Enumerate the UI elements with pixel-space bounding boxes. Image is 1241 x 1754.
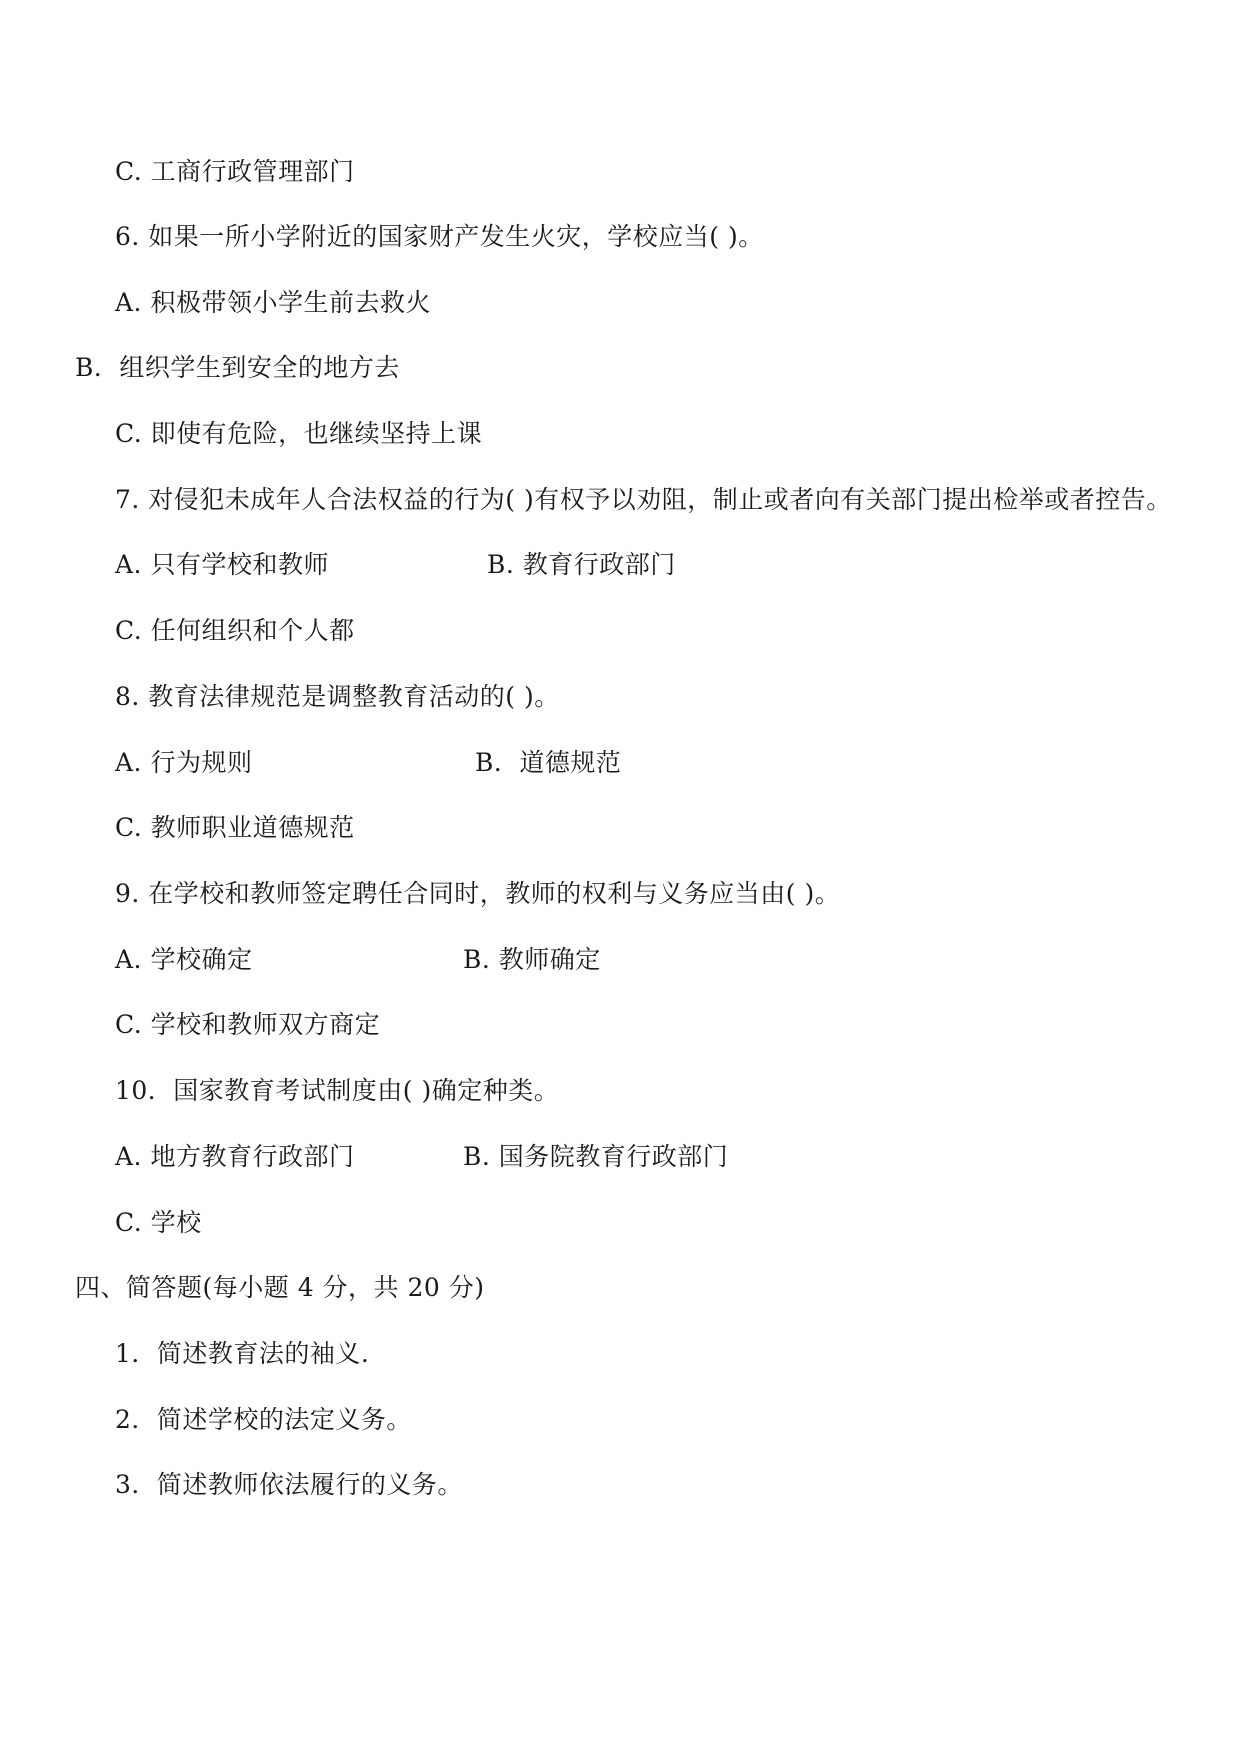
section-4-question-3: 3．简述教师依法履行的义务。: [115, 1470, 463, 1499]
question-9: 9. 在学校和教师签定聘任合同时，教师的权利与义务应当由( )。: [115, 879, 841, 908]
question-8-option-a: A. 行为规则: [115, 748, 253, 777]
question-9-option-a: A. 学校确定: [115, 945, 253, 974]
question-10: 10．国家教育考试制度由( )确定种类。: [115, 1076, 560, 1105]
question-9-option-b: B. 教师确定: [463, 945, 601, 974]
option-c: C. 工商行政管理部门: [115, 157, 355, 186]
section-4-heading: 四、简答题(每小题 4 分，共 20 分): [75, 1273, 485, 1302]
question-9-option-c: C. 学校和教师双方商定: [115, 1010, 381, 1039]
question-8-option-b: B．道德规范: [475, 748, 622, 777]
section-4-question-1: 1．简述教育法的袖义.: [115, 1339, 370, 1368]
question-6: 6. 如果一所小学附近的国家财产发生火灾，学校应当( )。: [115, 222, 764, 251]
question-7: 7. 对侵犯未成年人合法权益的行为( )有权予以劝阻，制止或者向有关部门提出检举或者控告。: [115, 485, 1172, 514]
question-8: 8. 教育法律规范是调整教育活动的( )。: [115, 682, 560, 711]
question-6-option-c: C. 即使有危险，也继续坚持上课: [115, 419, 483, 448]
question-7-option-a: A. 只有学校和教师: [115, 550, 329, 579]
question-10-option-a: A. 地方教育行政部门: [115, 1142, 355, 1171]
question-10-option-b: B. 国务院教育行政部门: [463, 1142, 729, 1171]
section-4-question-2: 2．简述学校的法定义务。: [115, 1405, 412, 1434]
question-8-option-c: C. 教师职业道德规范: [115, 813, 355, 842]
question-6-option-b: B．组织学生到安全的地方去: [75, 353, 400, 382]
question-7-option-c: C. 任何组织和个人都: [115, 616, 355, 645]
question-7-option-b: B. 教育行政部门: [487, 550, 676, 579]
question-6-option-a: A. 积极带领小学生前去救火: [115, 288, 431, 317]
question-10-option-c: C. 学校: [115, 1208, 202, 1237]
